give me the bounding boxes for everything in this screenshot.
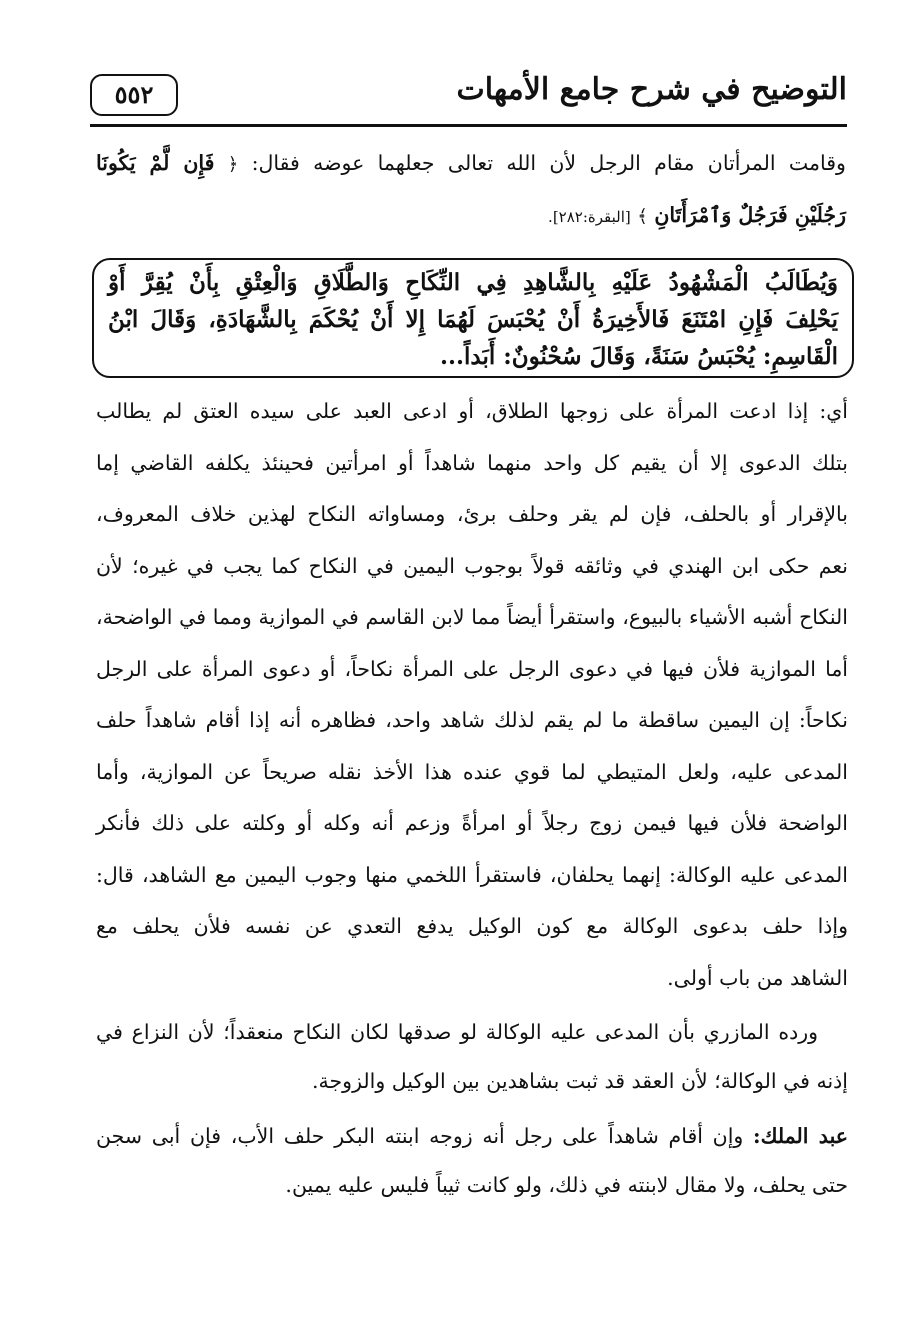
commentary — [96, 386, 848, 1210]
paragraph-line: حتى يحلف، ولا مقال لابنته في ذلك، ولو كانت ثيباً فليس عليه يمين. — [285, 1173, 848, 1197]
paragraph-line — [96, 1112, 848, 1161]
paragraph-line: نعم حكى ابن الهندي في وثائقه قولاً بوجوب اليمين في النكاح كما يجب في غيره؛ لأن — [96, 553, 848, 578]
book-title: التوضيح في شرح جامع الأمهات — [456, 72, 847, 107]
page-header — [90, 60, 847, 128]
paragraph-line: المدعى عليه، ولعل المتيطي لما قوي عنده هذا الأخذ نقله صريحاً عن الموازية، وأما — [96, 759, 848, 784]
header-rule — [90, 124, 847, 127]
commentary-paragraph-3 — [96, 1112, 848, 1210]
paragraph-line: النكاح أشبه الأشياء بالبيوع، واستقرأ أيضاً مما لابن القاسم في الموازية ومما في الواضحة، — [96, 605, 848, 629]
quran-verse-part-2: رَجُلَيْنِ فَرَجُلٌ وَٱمْرَأَتَانِ — [654, 203, 846, 227]
matn-line-3: الْقَاسِمِ: يُحْبَسُ سَنَةً، وَقَالَ سُحْنُونٌ: أَبَداً... — [439, 343, 838, 370]
matn-line-1: وَيُطَالَبُ الْمَشْهُودُ عَلَيْهِ بِالشَّاهِدِ فِي النِّكَاحِ وَالطَّلَاقِ وَالْعِتْقِ بِأَنْ يُقِرَّ أَوْ — [108, 269, 838, 296]
commentary-paragraph-2 — [96, 1008, 848, 1106]
paragraph-line: المدعى عليه الوكالة: إنهما يحلفان، فاستقرأ اللخمي منها وجوب اليمين مع الشاهد، قال: — [96, 862, 848, 887]
matn-line-2: يَحْلِفَ فَإِنِ امْتَنَعَ فَالأَخِيرَةُ أَنْ يُحْبَسَ لَهُمَا إِلا أَنْ يُحْكَمَ بِالشَّهَادَةِ، وَقَالَ ابْنُ — [108, 306, 838, 333]
intro-line-2 — [96, 190, 846, 242]
quran-open-bracket: ﴿ — [227, 154, 239, 175]
paragraph-line: الشاهد من باب أولى. — [667, 965, 848, 990]
intro-text: وقامت المرأتان مقام الرجل لأن الله تعالى جعلهما عوضه فقال: — [251, 151, 846, 175]
paragraph-line: أما الموازية فلأن فيها في دعوى الرجل على المرأة نكاحاً، أو دعوى المرأة على الرجل — [96, 656, 848, 681]
paragraph-line: نكاحاً: إن اليمين ساقطة ما لم يقم لذلك شاهد واحد، فظاهره أنه إذا أقام شاهداً حلف — [96, 708, 848, 732]
opinion-text: وإن أقام شاهداً على رجل أنه زوجه ابنته البكر حلف الأب، فإن أبى سجن — [96, 1124, 744, 1148]
paragraph-line: الواضحة فلأن فيها فيمن زوج رجلاً أو امرأةً وزعم أنه وكله أو وكلته على ذلك فأنكر — [96, 811, 848, 835]
intro-paragraph — [96, 138, 846, 242]
page-number: ٥٥٢ — [90, 74, 178, 116]
intro-line-1 — [96, 138, 846, 190]
opinion-label: عبد الملك: — [753, 1124, 848, 1148]
paragraph-line: وإذا حلف بدعوى الوكالة مع كون الوكيل يدفع التعدي عن نفسه فلأن يحلف مع — [96, 914, 848, 938]
paragraph-line: ورده المازري بأن المدعى عليه الوكالة لو صدقها لكان النكاح منعقداً؛ لأن النزاع في — [96, 1020, 818, 1044]
matn-text-box — [92, 258, 854, 378]
paragraph-line: بالإقرار أو بالحلف، فإن لم يقر وحلف برئ، ومساواته النكاح لهذين خلاف المعروف، — [96, 502, 848, 526]
verse-reference: [البقرة:٢٨٢]. — [548, 208, 631, 226]
commentary-paragraph-1 — [96, 386, 848, 1004]
paragraph-line: إذنه في الوكالة؛ لأن العقد قد ثبت بشاهدين بين الوكيل والزوجة. — [311, 1069, 848, 1093]
quran-verse-part-1: فَإِن لَّمْ يَكُونَا — [96, 151, 215, 175]
quran-close-bracket: ﴾ — [637, 206, 648, 227]
paragraph-line: أي: إذا ادعت المرأة على زوجها الطلاق، أو ادعى العبد على سيده العتق لم يطالب — [96, 399, 848, 423]
paragraph-line: بتلك الدعوى إلا أن يقيم كل واحد منهما شاهداً أو امرأتين فحينئذ يكلفه القاضي إما — [96, 450, 848, 475]
